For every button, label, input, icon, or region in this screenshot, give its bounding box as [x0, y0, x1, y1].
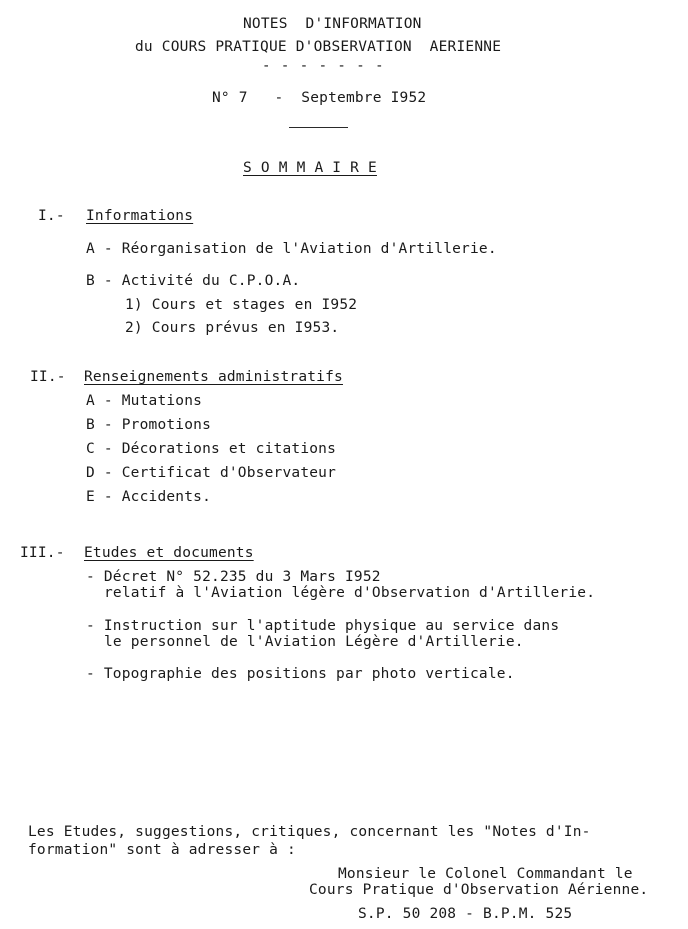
- section-1-subitem-2: 2) Cours prévus en I953.: [125, 320, 340, 336]
- section-3-numeral: III.-: [20, 545, 65, 561]
- issue-line: N° 7 - Septembre I952: [212, 90, 427, 106]
- section-3-item-1-cont: relatif à l'Aviation légère d'Observation d'Artillerie.: [104, 585, 596, 601]
- section-3-item-3: - Topographie des positions par photo verticale.: [86, 666, 515, 682]
- section-3-title: Etudes et documents: [84, 545, 254, 561]
- footer-line-1: Les Etudes, suggestions, critiques, concernant les "Notes d'In-: [28, 824, 591, 840]
- footer-line-2: formation" sont à adresser à :: [28, 842, 296, 858]
- header-line-1: NOTES D'INFORMATION: [243, 16, 422, 32]
- footer-address-2: Cours Pratique d'Observation Aérienne.: [309, 882, 649, 898]
- section-2-item-c: C - Décorations et citations: [86, 441, 337, 457]
- section-2-title: Renseignements administratifs: [84, 369, 343, 385]
- section-1-numeral: I.-: [38, 208, 65, 224]
- header-dashes: - - - - - - -: [262, 58, 385, 74]
- section-3-item-2: - Instruction sur l'aptitude physique au service dans: [86, 618, 560, 634]
- footer-address-3: S.P. 50 208 - B.P.M. 525: [358, 906, 573, 922]
- section-1-item-a: A - Réorganisation de l'Aviation d'Artillerie.: [86, 241, 497, 257]
- section-2-item-d: D - Certificat d'Observateur: [86, 465, 337, 481]
- header-line-2: du COURS PRATIQUE D'OBSERVATION AERIENNE: [135, 39, 502, 55]
- section-3-item-2-cont: le personnel de l'Aviation Légère d'Artillerie.: [104, 634, 524, 650]
- section-1-title: Informations: [86, 208, 194, 224]
- section-1-subitem-1: 1) Cours et stages en I952: [125, 297, 358, 313]
- section-2-numeral: II.-: [30, 369, 66, 385]
- footer-address-1: Monsieur le Colonel Commandant le: [338, 866, 633, 882]
- section-2-item-e: E - Accidents.: [86, 489, 212, 505]
- section-3-item-1: - Décret N° 52.235 du 3 Mars I952: [86, 569, 381, 585]
- issue-rule: [289, 127, 348, 128]
- sommaire-title: S O M M A I R E: [243, 160, 377, 176]
- section-2-item-a: A - Mutations: [86, 393, 203, 409]
- section-2-item-b: B - Promotions: [86, 417, 212, 433]
- section-1-item-b: B - Activité du C.P.O.A.: [86, 273, 301, 289]
